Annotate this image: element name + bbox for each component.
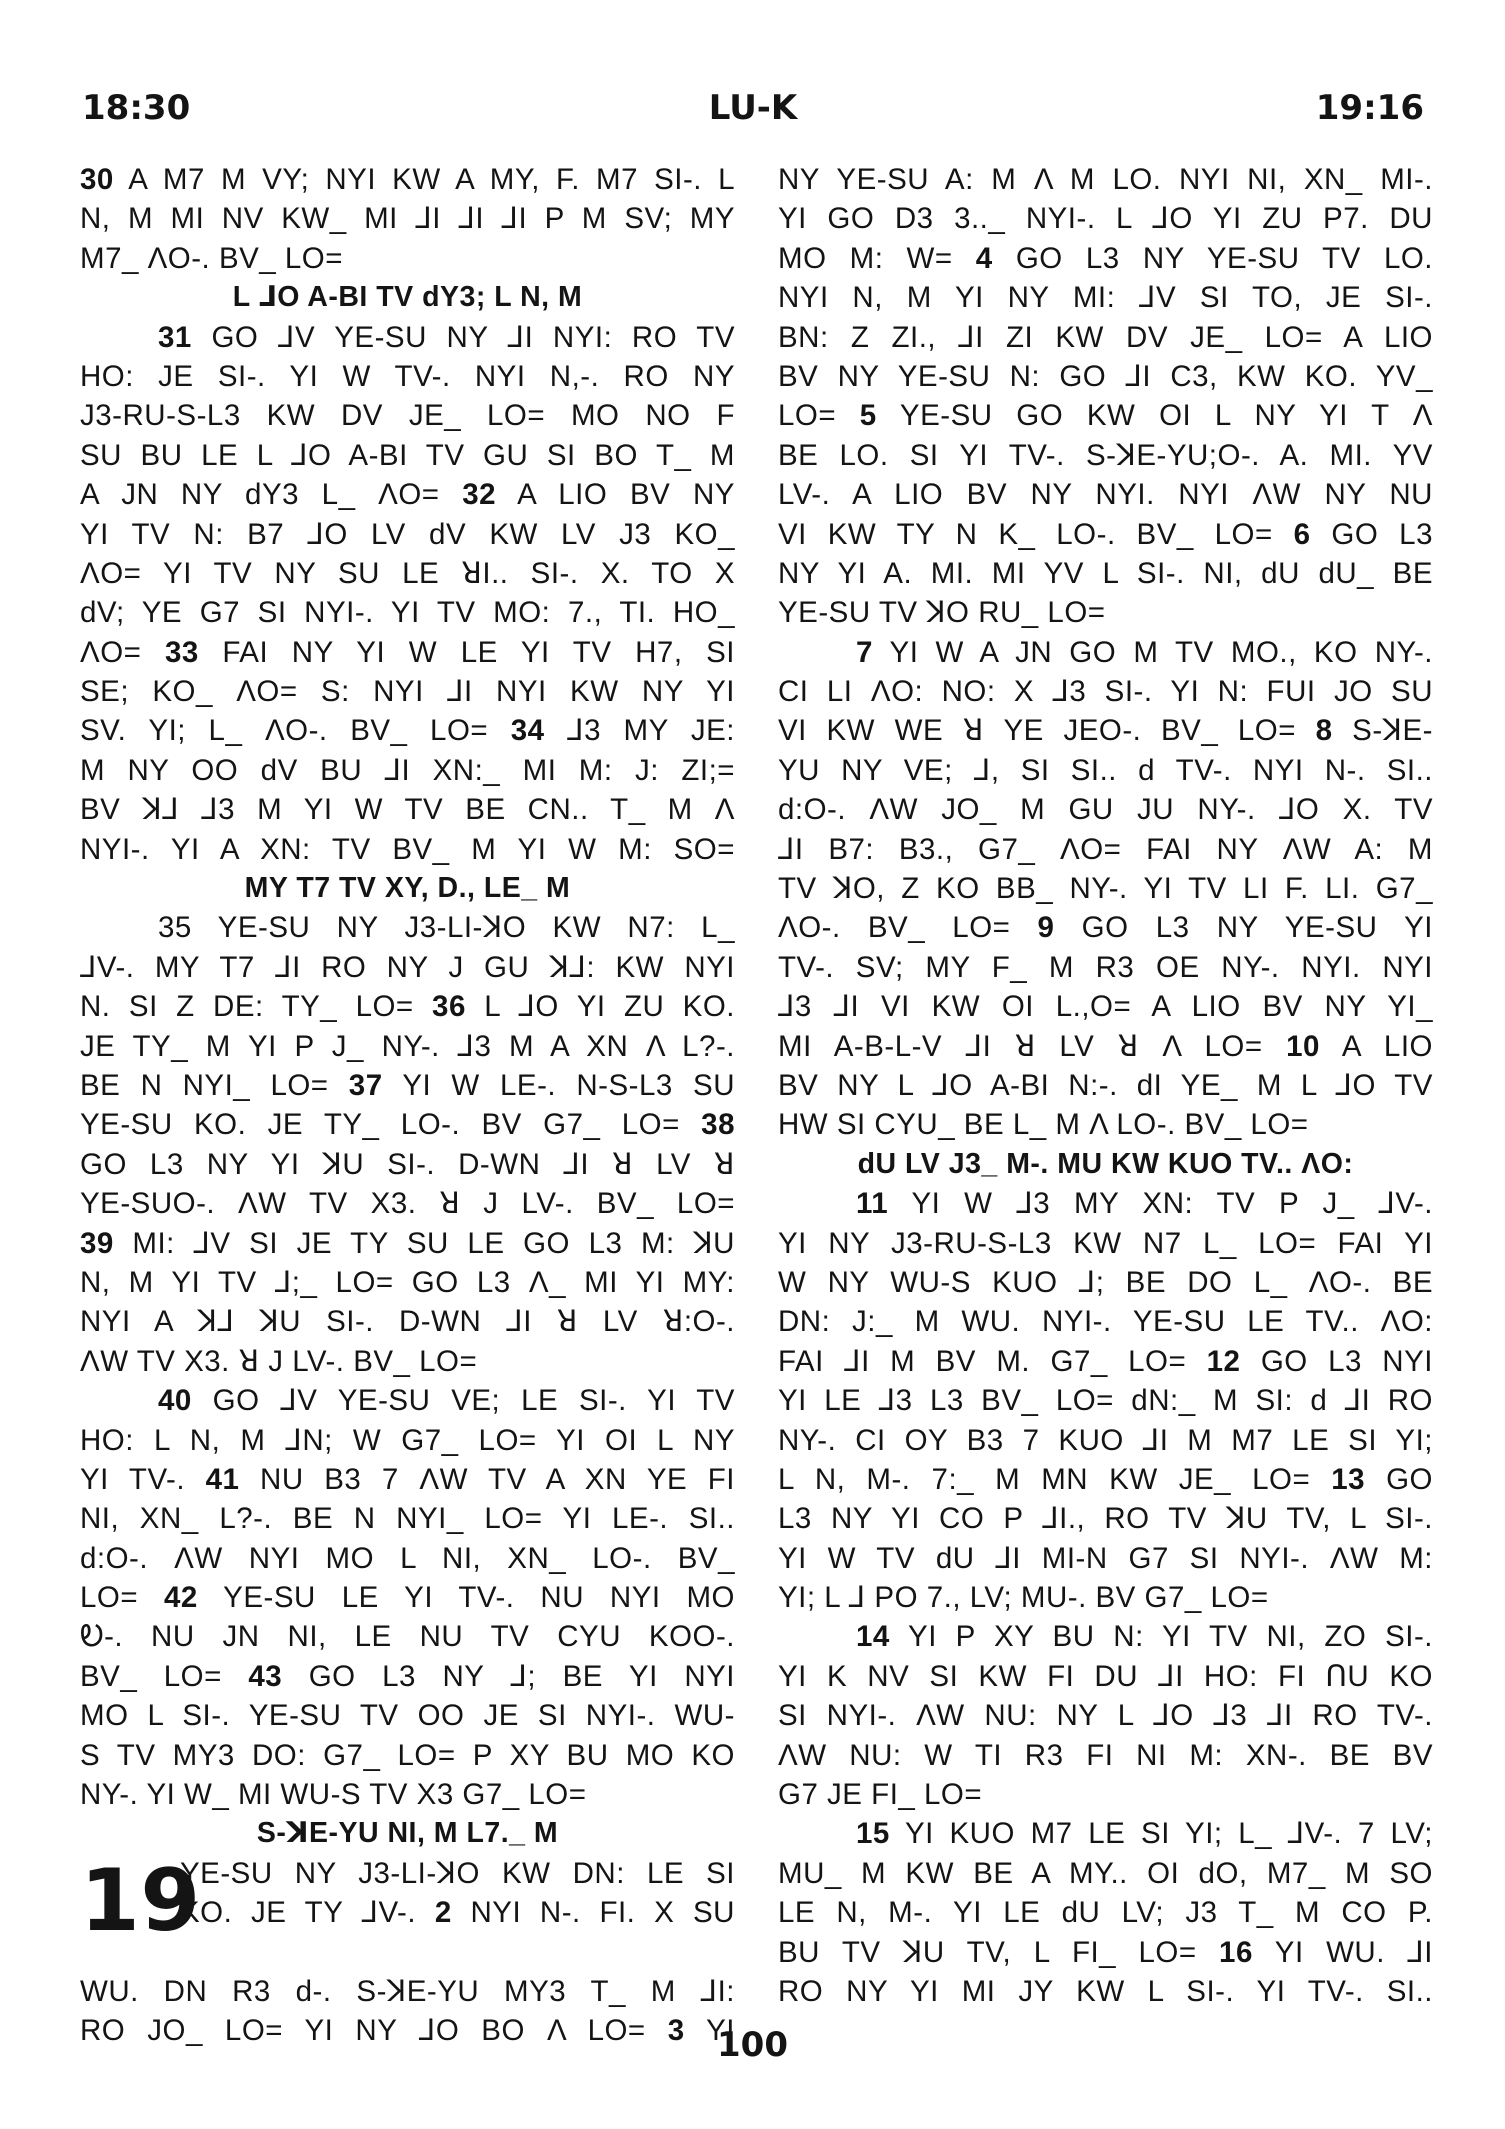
verse-number: 2 [434, 1896, 452, 1930]
verse-number: 13 [1331, 1462, 1366, 1496]
text-line: 7 YI W A JN GO M TV MO., KO NY-. [856, 635, 1433, 669]
verse-number: 11 [856, 1187, 889, 1221]
verse-number: 16 [1219, 1935, 1253, 1969]
text-line: d:O-. ΛW NYI MO L NI, XN_ LO-. BV_ [80, 1541, 735, 1575]
text-line: 40 GO ⅃V YE-SU VE; LE SI-. YI TV [158, 1384, 735, 1418]
text-line: BV ꓘ⅃ ⅃3 M YI W TV BE CN.. T_ M Λ [80, 793, 735, 827]
text-line: YI TV-. 41 NU B3 7 ΛW TV A XN YE FI [80, 1462, 735, 1496]
text-line: HO: L N, M ⅃N; W G7_ LO= YI OI L NY [80, 1423, 735, 1457]
verse-number: 5 [859, 399, 877, 433]
text-line: 35 YE-SU NY J3-LI-ꓘO KW N7: L_ [158, 911, 735, 945]
text-line: d:O-. ΛW JO_ M GU JU NY-. ⅃O X. TV [778, 793, 1433, 827]
text-line: YI K NV SI KW FI DU ⅃I HO: FI ꓵU KO [778, 1659, 1433, 1693]
text-line: ΛO= YI TV NY SU LE ꓤI.. SI-. X. TO X [80, 556, 735, 590]
text-line: ΛO-. BV_ LO= 9 GO L3 NY YE-SU YI [778, 911, 1433, 945]
text-line: LV-. A LIO BV NY NYI. NYI ΛW NY NU [778, 478, 1433, 512]
text-line: VI KW WE ꓤ YE JEO-. BV_ LO= 8 S-ꓘE- [778, 714, 1433, 748]
verse-number: 10 [1286, 1029, 1320, 1063]
verse-number: 38 [701, 1108, 735, 1142]
text-line: NI, XN_ L?-. BE N NYI_ LO= YI LE-. SI.. [80, 1502, 735, 1536]
text-line: ⅃I B7: B3., G7_ ΛO= FAI NY ΛW A: M [778, 832, 1433, 866]
verse-number: 12 [1206, 1344, 1241, 1378]
verse-number: 30 [80, 163, 114, 196]
text-line: NY YI A. MI. MI YV L SI-. NI, dU dU_ BE [778, 556, 1433, 590]
text-line: TV-. SV; MY F_ M R3 OE NY-. NYI. NYI [778, 950, 1433, 984]
text-line: MI A-B-L-V ⅃I ꓤ LV ꓤ Λ LO= 10 A LIO [778, 1029, 1433, 1063]
text-line: ΛO= 33 FAI NY YI W LE YI TV H7, SI [80, 635, 735, 669]
text-line: JE TY_ M YI P J_ NY-. ⅃3 M A XN Λ L?-. [80, 1029, 735, 1063]
verse-number: 33 [164, 635, 199, 669]
text-line: DN: J:_ M WU. NYI-. YE-SU LE TV.. ΛO: [778, 1305, 1433, 1339]
text-line: ΛW NU: W TI R3 FI NI M: XN-. BE BV [778, 1738, 1433, 1772]
text-line: A JN NY dY3 L_ ΛO= 32 A LIO BV NY [80, 478, 735, 512]
text-line: BE LO. SI YI TV-. S-ꓘE-YU;O-. A. MI. YV [778, 438, 1433, 472]
text-line: SE; KO_ ΛO= S: NYI ⅃I NYI KW NY YI [80, 675, 735, 709]
text-line: YI; L ⅃ PO 7., LV; MU-. BV G7_ LO= [778, 1581, 1269, 1615]
text-line: 11 YI W ⅃3 MY XN: TV P J_ ⅃V-. [856, 1187, 1433, 1221]
text-line: GO L3 NY YI ꓘU SI-. D-WN ⅃I ꓤ LV ꓤ [80, 1147, 735, 1181]
text-line: YE-SU NY J3-LI-ꓘO KW DN: LE SI [180, 1856, 735, 1890]
text-line: BE N NYI_ LO= 37 YI W LE-. N-S-L3 SU [80, 1068, 735, 1102]
text-line: BV NY YE-SU N: GO ⅃I C3, KW KO. YV_ [778, 359, 1433, 393]
verse-number: 3 [667, 2014, 685, 2048]
text-line: YE-SU KO. JE TY_ LO-. BV G7_ LO= 38 [80, 1108, 735, 1142]
header-left-reference: 18:30 [82, 88, 191, 128]
verse-number: 8 [1315, 714, 1333, 748]
text-line: NY-. YI W_ MI WU-S TV X3 G7_ LO= [80, 1778, 587, 1812]
verse-number: 15 [856, 1817, 890, 1851]
text-line: HO: JE SI-. YI W TV-. NYI N,-. RO NY [80, 359, 735, 393]
verse-number: 32 [462, 478, 497, 512]
section-heading: dU LV J3_ M-. MU KW KUO TV.. ΛO: [857, 1147, 1354, 1180]
text-line: LO= 5 YE-SU GO KW OI L NY YI T Λ [778, 399, 1433, 433]
text-line: NY YE-SU A: M Λ M LO. NYI NI, XN_ MI-. [778, 163, 1433, 196]
text-line: MO M: W= 4 GO L3 NY YE-SU TV LO. [778, 241, 1433, 275]
text-line: BV NY L ⅃O A-BI N:-. dI YE_ M L ⅃O TV [778, 1068, 1433, 1102]
text-line: CI LI ΛO: NO: X ⅃3 SI-. YI N: FUI JO SU [778, 675, 1433, 709]
verse-number: 34 [510, 714, 545, 748]
page-number: 100 [717, 2025, 788, 2065]
section-heading: MY T7 TV XY, D., LE_ M [244, 872, 571, 905]
header-book-title: LU-K [708, 88, 798, 128]
left-text-column [80, 160, 735, 2051]
text-line: ⅃V-. MY T7 ⅃I RO NY J GU ꓘ⅃: KW NYI [80, 950, 735, 984]
text-line: N, M MI NV KW_ MI ⅃I ⅃I ⅃I P M SV; MY [80, 202, 735, 236]
section-heading: L ⅃O A-BI TV dY3; L N, M [232, 281, 583, 314]
verse-number: 7 [856, 635, 873, 669]
verse-number: 9 [1037, 911, 1055, 945]
section-heading: S-ꓘE-YU NI, M L7._ M [256, 1817, 559, 1850]
verse-number: 42 [163, 1581, 198, 1615]
text-line: NYI A ꓘ⅃ ꓘU SI-. D-WN ⅃I ꓤ LV ꓤ:O-. [80, 1305, 735, 1339]
verse-number: 36 [432, 990, 466, 1024]
chapter-start [80, 1850, 735, 1972]
text-line: N. SI Z DE: TY_ LO= 36 L ⅃O YI ZU KO. [80, 990, 735, 1024]
text-line: LO= 42 YE-SU LE YI TV-. NU NYI MO [80, 1581, 735, 1615]
text-line: 39 MI: ⅃V SI JE TY SU LE GO L3 M: ꓘU [80, 1226, 735, 1260]
text-line: RO JO_ LO= YI NY ⅃O BO Λ LO= 3 YI [80, 2014, 735, 2048]
text-line: YI W TV dU ⅃I MI-N G7 SI NYI-. ΛW M: [778, 1541, 1433, 1575]
text-line: MO L SI-. YE-SU TV OO JE SI NYI-. WU- [80, 1699, 735, 1733]
text-line: YI GO D3 3.._ NYI-. L ⅃O YI ZU P7. DU [778, 202, 1433, 236]
text-line: NY-. CI OY B3 7 KUO ⅃I M M7 LE SI YI; [778, 1423, 1433, 1457]
text-line: ΛW TV X3. ꓤ J LV-. BV_ LO= [80, 1344, 478, 1378]
text-line: L3 NY YI CO P ⅃I., RO TV ꓘU TV, L SI-. [778, 1502, 1433, 1536]
text-line: S TV MY3 DO: G7_ LO= P XY BU MO KO [80, 1738, 735, 1772]
verse-number: 37 [348, 1068, 383, 1102]
verse-number: 31 [158, 320, 192, 354]
text-line: MU_ M KW BE A MY.. OI dO, M7_ M SO [778, 1856, 1433, 1890]
text-line: 15 YI KUO M7 LE SI YI; L_ ⅃V-. 7 LV; [856, 1817, 1433, 1851]
right-text-column [778, 160, 1433, 2011]
text-line: J3-RU-S-L3 KW DV JE_ LO= MO NO F [80, 399, 735, 433]
text-line: M NY OO dV BU ⅃I XN:_ MI M: J: ZI;= [80, 753, 735, 787]
text-line: VI KW TY N K_ LO-. BV_ LO= 6 GO L3 [778, 517, 1433, 551]
text-line: dV; YE G7 SI NYI-. YI TV MO: 7., TI. HO_ [80, 596, 735, 630]
text-line: 30 A M7 M VY; NYI KW A MY, F. M7 SI-. L [80, 163, 735, 196]
text-line: RO NY YI MI JY KW L SI-. YI TV-. SI.. [778, 1974, 1433, 2008]
text-line: FAI ⅃I M BV M. G7_ LO= 12 GO L3 NYI [778, 1344, 1433, 1378]
chapter-first-lines [180, 1854, 735, 1933]
text-line: BU TV ꓘU TV, L FI_ LO= 16 YI WU. ⅃I [778, 1935, 1433, 1969]
text-line: M7_ ΛO-. BV_ LO= [80, 241, 343, 275]
text-line: HW SI CYU_ BE L_ M Λ LO-. BV_ LO= [778, 1108, 1309, 1142]
text-line: TV ꓘO, Z KO BB_ NY-. YI TV LI F. LI. G7_ [778, 872, 1433, 906]
text-line: BN: Z ZI., ⅃I ZI KW DV JE_ LO= A LIO [778, 320, 1433, 354]
text-line: KO. JE TY ⅃V-. 2 NYI N-. FI. X SU [180, 1896, 735, 1930]
running-header [82, 88, 1424, 138]
text-line: Ꭷ-. NU JN NI, LE NU TV CYU KOO-. [80, 1620, 735, 1654]
text-line: WU. DN R3 d-. S-ꓘE-YU MY3 T_ M ⅃I: [80, 1974, 735, 2008]
text-line: 14 YI P XY BU N: YI TV NI, ZO SI-. [856, 1620, 1433, 1654]
text-line: ⅃3 ⅃I VI KW OI L.,O= A LIO BV NY YI_ [778, 990, 1433, 1024]
verse-number: 14 [856, 1620, 890, 1654]
text-line: W NY WU-S KUO ⅃; BE DO L_ ΛO-. BE [778, 1265, 1433, 1299]
header-right-reference: 19:16 [1315, 88, 1424, 128]
verse-number: 43 [248, 1659, 283, 1693]
text-line: L N, M-. 7:_ M MN KW JE_ LO= 13 GO [778, 1462, 1433, 1496]
text-line: YE-SUO-. ΛW TV X3. ꓤ J LV-. BV_ LO= [80, 1187, 735, 1221]
text-line: YI LE ⅃3 L3 BV_ LO= dN:_ M SI: d ⅃I RO [778, 1384, 1433, 1418]
verse-number: 40 [158, 1384, 192, 1418]
text-line: YI NY J3-RU-S-L3 KW N7 L_ LO= FAI YI [778, 1226, 1433, 1260]
text-line: SI NYI-. ΛW NU: NY L ⅃O ⅃3 ⅃I RO TV-. [778, 1699, 1433, 1733]
text-line: G7 JE FI_ LO= [778, 1778, 983, 1812]
text-line: N, M YI TV ⅃;_ LO= GO L3 Λ_ MI YI MY: [80, 1265, 735, 1299]
text-line: YU NY VE; ⅃, SI SI.. d TV-. NYI N-. SI.. [778, 753, 1433, 787]
text-line: YI TV N: B7 ⅃O LV dV KW LV J3 KO_ [80, 517, 735, 551]
verse-number: 6 [1293, 517, 1311, 551]
verse-number: 39 [80, 1226, 114, 1260]
text-line: BV_ LO= 43 GO L3 NY ⅃; BE YI NYI [80, 1659, 735, 1693]
text-line: NYI-. YI A XN: TV BV_ M YI W M: SO= [80, 832, 735, 866]
text-line: LE N, M-. YI LE dU LV; J3 T_ M CO P. [778, 1896, 1433, 1930]
chapter-number: 19 [80, 1850, 201, 1951]
text-line: NYI N, M YI NY MI: ⅃V SI TO, JE SI-. [778, 281, 1433, 315]
text-line: SU BU LE L ⅃O A-BI TV GU SI BO T_ M [80, 438, 735, 472]
text-line: SV. YI; L_ ΛO-. BV_ LO= 34 ⅃3 MY JE: [80, 714, 735, 748]
text-line: YE-SU TV ꓘO RU_ LO= [778, 596, 1106, 630]
verse-number: 4 [975, 241, 993, 275]
verse-number: 41 [205, 1462, 240, 1496]
text-line: 31 GO ⅃V YE-SU NY ⅃I NYI: RO TV [158, 320, 735, 354]
